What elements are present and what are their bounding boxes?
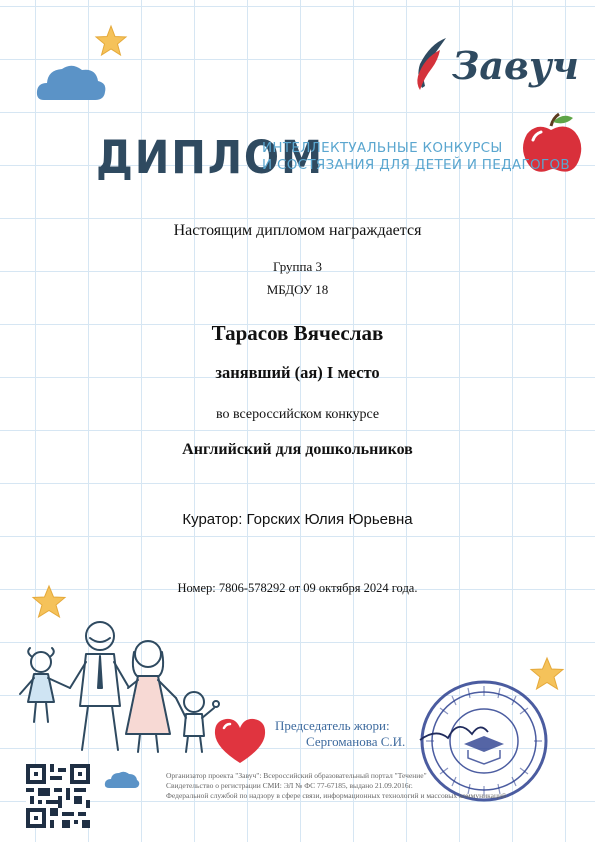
tagline-line2: И СОСТЯЗАНИЯ ДЛЯ ДЕТЕЙ И ПЕДАГОГОВ [262,157,570,173]
footer-line3: Федеральной службой по надзору в сфере связи, информационных технологий и массовых коммуникаций [166,791,507,800]
chair-name: Сергоманова С.И. [306,734,406,749]
logo-text: Завуч [452,43,579,88]
chair-title: Председатель жюри: [275,718,390,733]
footer-line2: Свидетельство о регистрации СМИ: ЭЛ № ФС 77-67185, выдано 21.09.2016г. [166,781,413,790]
contest-intro: во всероссийском конкурсе [215,407,380,422]
tagline-line1: ИНТЕЛЛЕКТУАЛЬНЫЕ КОНКУРСЫ [262,140,503,156]
organization-label: МБДОУ 18 [266,282,329,297]
qr-code [26,764,90,828]
family-drawing [8,618,236,758]
quill-logo-icon [410,36,454,94]
star-icon [94,24,128,58]
curator-label: Куратор: Горских Юлия Юрьевна [182,511,413,528]
recipient-name: Тарасов Вячеслав [211,321,384,345]
group-label: Группа 3 [273,259,322,274]
cloud-icon [34,60,108,104]
footer-text [166,771,536,801]
diploma-number: Номер: 7806-578292 от 09 октября 2024 года. [177,581,418,595]
footer-line1: Организатор проекта "Завуч": Всероссийский образовательный портал "Течение" [166,771,427,780]
contest-name: Английский для дошкольников [182,441,413,458]
place-label: занявший (ая) I место [215,363,380,382]
star-icon [30,584,68,620]
award-intro: Настоящим дипломом награждается [173,222,422,239]
diploma-title: ДИПЛОМ [96,131,324,184]
heart-icon [212,716,268,766]
tagline [262,140,570,174]
cloud-icon [104,770,140,790]
